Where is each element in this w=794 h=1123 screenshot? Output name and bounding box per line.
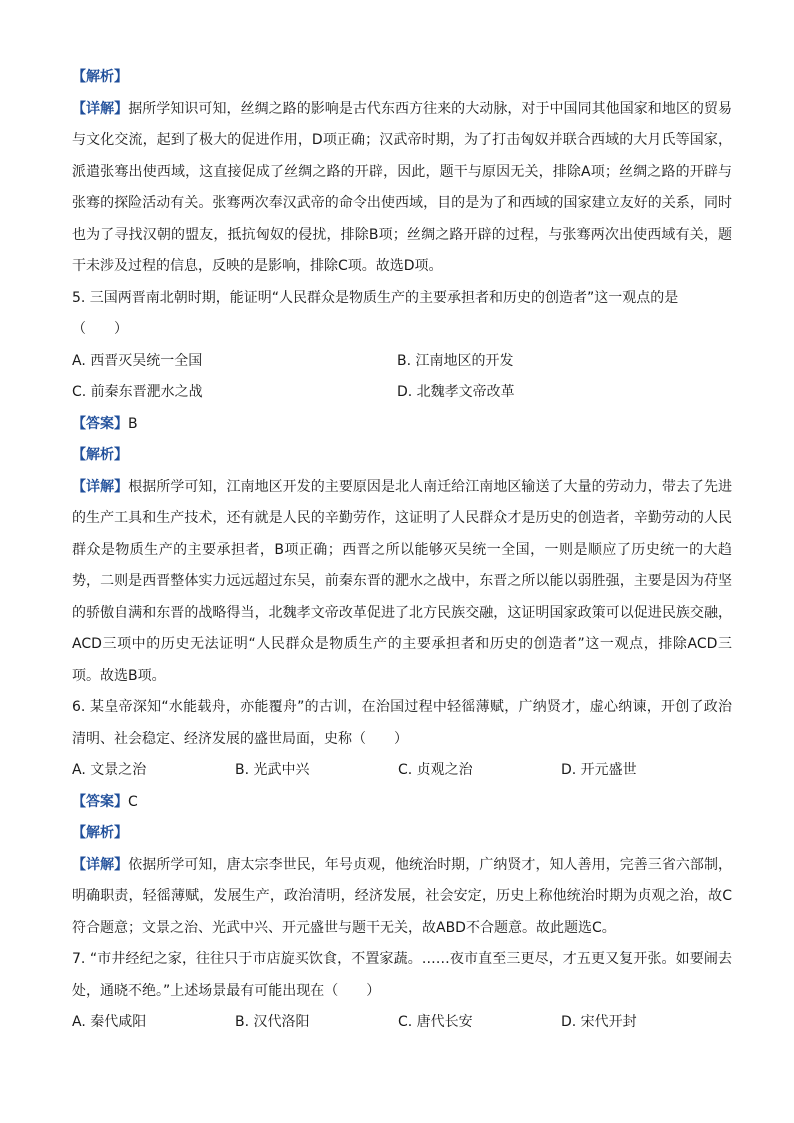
question-6-stem: 6. 某皇帝深知“水能载舟，亦能覆舟”的古训，在治国过程中轻徭薄赋，广纳贤才，虚心纳谏，开创了政治清明、社会稳定、经济发展的盛世局面，史称（ ） (72, 699, 732, 747)
option-b: B. 光武中兴 (235, 762, 310, 778)
answer-value: B (128, 415, 138, 432)
option-c: C. 贞观之治 (398, 762, 473, 778)
answer-value: C (128, 793, 138, 810)
option-a: A. 秦代咸阳 (72, 1014, 147, 1030)
option-d: D. 宋代开封 (561, 1014, 637, 1030)
document-page (72, 62, 732, 1039)
option-c: C. 前秦东晋淝水之战 (72, 384, 203, 400)
question-6-detail (72, 850, 732, 945)
option-d: D. 北魏孝文帝改革 (397, 384, 515, 400)
option-d: D. 开元盛世 (561, 762, 637, 778)
option-a: A. 西晋灭吴统一全国 (72, 352, 203, 369)
detail-text: 据所学知识可知，丝绸之路的影响是古代东西方往来的大动脉，对于中国同其他国家和地区的贸易与文化交流，起到了极大的促进作用，D项正确；汉武帝时期，为了打击匈奴并联合西域的大月氏等国家，派遣张骞出使西域，这直接促成了丝绸之路的开辟，因此，题干与原因无关，排除A项；丝绸之路的开辟与张骞的探险活动有关。张骞两次奉汉武帝的命令出使西域，目的是为了和西域的国家建立友好的关系，同时也为了寻找汉朝的盟友，抵抗匈奴的侵扰，排除B项；丝绸之路开辟的过程，与张骞两次出使西域有关，题干未涉及过程的信息，反映的是影响，排除C项。故选D项。 (72, 100, 733, 274)
question-6-analysis-heading: 【解析】 (72, 825, 128, 841)
option-c: C. 唐代长安 (398, 1014, 473, 1030)
option-b: B. 江南地区的开发 (397, 352, 514, 369)
question-6-options (72, 755, 732, 787)
detail-paragraph (72, 94, 732, 283)
question-7-stem: 7. “市井经纪之家，往往只于市店旋买饮食，不置家蔬。……夜市直至三更尽，才五更又复开张。如要闹去处，通晓不绝。”上述场景最有可能出现在（ ） (72, 951, 732, 999)
question-5-stem: 5. 三国两晋南北朝时期，能证明“人民群众是物质生产的主要承担者和历史的创造者”这一观点的是 (72, 289, 679, 306)
option-a: A. 文景之治 (72, 762, 147, 778)
question-7-options (72, 1007, 732, 1039)
answer-tag: 【答案】 (72, 793, 128, 810)
detail-tag: 【详解】 (72, 478, 129, 495)
question-5-options-row1 (72, 346, 732, 378)
analysis-heading: 【解析】 (72, 69, 128, 85)
question-5-answer (72, 409, 732, 441)
question-5-options-row2 (72, 377, 732, 409)
answer-tag: 【答案】 (72, 415, 128, 432)
question-5-detail (72, 472, 732, 693)
detail-tag: 【详解】 (72, 100, 129, 117)
detail-tag: 【详解】 (72, 856, 129, 873)
detail-text: 根据所学可知，江南地区开发的主要原因是北人南迁给江南地区输送了大量的劳动力，带去了先进的生产工具和生产技术，还有就是人民的辛勤劳作，这证明了人民群众才是历史的创造者，辛勤劳动的人民群众是物质生产的主要承担者，B项正确；西晋之所以能够灭吴统一全国，一则是顺应了历史统一的大趋势，二则是西晋整体实力远远超过东吴，前秦东晋的淝水之战中，东晋之所以能以弱胜强，主要是因为苻坚的骄傲自满和东晋的战略得当，北魏孝文帝改革促进了北方民族交融，这证明国家政策可以促进民族交融，ACD三项中的历史无法证明“人民群众是物质生产的主要承担者和历史的创造者”这一观点，排除ACD三项。故选B项。 (72, 478, 733, 684)
question-5-analysis-heading: 【解析】 (72, 447, 128, 463)
detail-text: 依据所学可知，唐太宗李世民，年号贞观，他统治时期，广纳贤才，知人善用，完善三省六部制，明确职责，轻徭薄赋，发展生产，政治清明，经济发展，社会安定，历史上称他统治时期为贞观之治，故C符合题意；文景之治、光武中兴、开元盛世与题干无关，故ABD不合题意。故此题选C。 (72, 856, 733, 936)
question-6-answer (72, 787, 732, 819)
option-b: B. 汉代洛阳 (235, 1014, 310, 1030)
question-5-bracket: （ ） (72, 321, 128, 337)
